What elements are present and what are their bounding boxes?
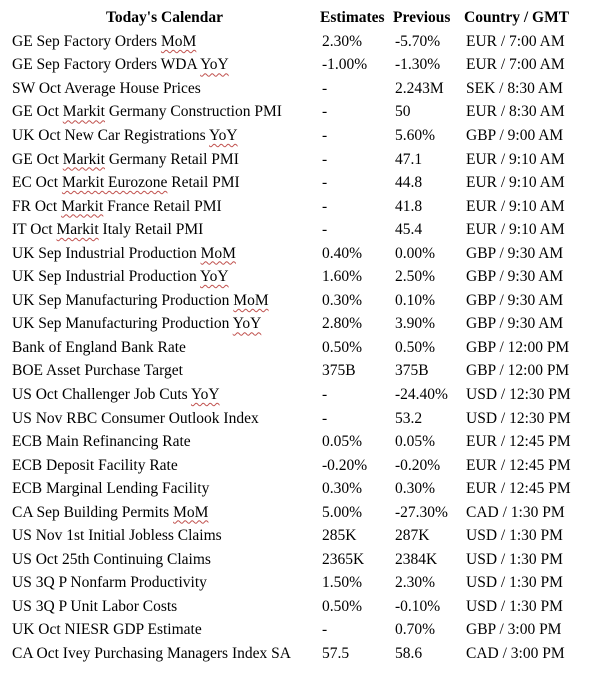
country-gmt-value: EUR / 9:10 AM (466, 197, 565, 215)
country-gmt-value: GBP / 9:00 AM (466, 126, 564, 144)
event-name-text: UK Sep Industrial Production (12, 244, 201, 262)
estimate-value: - (322, 79, 328, 97)
event-name-text: UK Oct NIESR GDP Estimate (12, 621, 202, 639)
country-gmt-value: USD / 1:30 PM (466, 527, 563, 545)
event-name-text: GE Sep Factory Orders (12, 32, 161, 50)
header-country-gmt: Country / GMT (464, 9, 570, 26)
event-name-text: US 3Q P Unit Labor Costs (12, 597, 178, 615)
estimate-value: - (322, 221, 328, 239)
table-row (9, 548, 589, 572)
country-gmt-value: GBP / 3:00 PM (466, 621, 562, 639)
estimate-value: 0.40% (322, 244, 363, 262)
estimate-value: 1.50% (322, 574, 363, 592)
country-gmt-value: GBP / 9:30 AM (466, 244, 564, 262)
event-name (9, 54, 320, 78)
table-body (9, 30, 589, 666)
estimate-value: - (322, 385, 328, 403)
event-name-text: US Oct 25th Continuing Claims (12, 550, 211, 568)
table-row (9, 642, 589, 666)
event-name (9, 595, 320, 619)
country-gmt-value: GBP / 9:30 AM (466, 315, 564, 333)
event-name-text: CA Sep Building Permits (12, 503, 174, 521)
estimate-value: 0.05% (322, 433, 363, 451)
event-name (9, 77, 320, 101)
table-row (9, 430, 589, 454)
event-name (9, 265, 320, 289)
table-row (9, 101, 589, 125)
event-name-text: ECB Main Refinancing Rate (12, 433, 191, 451)
table-row (9, 171, 589, 195)
country-gmt-value: USD / 12:30 PM (466, 409, 571, 427)
event-name-text: GE Sep Factory Orders WDA (12, 56, 201, 74)
header-previous: Previous (393, 9, 451, 26)
table-row (9, 407, 589, 431)
header-row (9, 6, 589, 30)
spellcheck-flagged-word: Markit (62, 150, 105, 168)
previous-value: 50 (395, 103, 411, 121)
estimate-value: 0.30% (322, 480, 363, 498)
event-name (9, 524, 320, 548)
table-row (9, 148, 589, 172)
event-name (9, 454, 320, 478)
table-row (9, 477, 589, 501)
table-row (9, 195, 589, 219)
country-gmt-value: CAD / 1:30 PM (466, 503, 565, 521)
table-row (9, 595, 589, 619)
table-row (9, 218, 589, 242)
event-name (9, 124, 320, 148)
table-row (9, 383, 589, 407)
event-name-text: UK Oct New Car Registrations (12, 126, 210, 144)
country-gmt-value: EUR / 12:45 PM (466, 456, 571, 474)
table-row (9, 77, 589, 101)
country-gmt-value: SEK / 8:30 AM (466, 79, 563, 97)
event-name-text: GE Oct (12, 103, 63, 121)
spellcheck-flagged-word: YoY (232, 315, 262, 333)
event-name-text: US 3Q P Nonfarm Productivity (12, 574, 207, 592)
header-estimates: Estimates (320, 9, 385, 26)
estimate-value: -1.00% (322, 56, 368, 74)
country-gmt-value: GBP / 9:30 AM (466, 291, 564, 309)
event-name (9, 218, 320, 242)
event-name-text: Germany Construction PMI (104, 103, 282, 121)
event-name-text: CA Oct Ivey Purchasing Managers Index SA (12, 644, 291, 662)
event-name-text: France Retail PMI (103, 197, 222, 215)
event-name-text: EC Oct (12, 174, 62, 192)
spellcheck-flagged-word: YoY (200, 268, 229, 286)
event-name (9, 383, 320, 407)
estimate-value: - (322, 103, 328, 121)
previous-value: -0.10% (395, 597, 441, 615)
spellcheck-flagged-word: Markit (61, 197, 104, 215)
event-name-text: Bank of England Bank Rate (12, 338, 186, 356)
estimate-value: -0.20% (322, 456, 368, 474)
event-name (9, 289, 320, 313)
event-name-text: Germany Retail PMI (104, 150, 239, 168)
table-row (9, 54, 589, 78)
estimate-value: 1.60% (322, 268, 363, 286)
event-name (9, 195, 320, 219)
spellcheck-flagged-word: MoM (160, 32, 197, 50)
table-row (9, 289, 589, 313)
previous-value: 0.50% (395, 338, 436, 356)
previous-value: 287K (395, 527, 430, 545)
event-name (9, 619, 320, 643)
spellcheck-flagged-word: YoY (190, 385, 220, 403)
previous-value: 0.70% (395, 621, 436, 639)
country-gmt-value: EUR / 7:00 AM (466, 32, 565, 50)
country-gmt-value: EUR / 9:10 AM (466, 174, 565, 192)
table-row (9, 360, 589, 384)
previous-value: 2.30% (395, 574, 436, 592)
economic-calendar-table (9, 6, 589, 666)
event-name-text: ECB Marginal Lending Facility (12, 480, 210, 498)
country-gmt-value: GBP / 9:30 AM (466, 268, 564, 286)
event-name (9, 572, 320, 596)
previous-value: 45.4 (395, 221, 423, 239)
event-name (9, 313, 320, 337)
event-name (9, 101, 320, 125)
event-name (9, 171, 320, 195)
estimate-value: 0.30% (322, 291, 363, 309)
previous-value: -0.20% (395, 456, 441, 474)
country-gmt-value: USD / 12:30 PM (466, 385, 571, 403)
event-name-text: UK Sep Manufacturing Production (12, 315, 233, 333)
country-gmt-value: EUR / 9:10 AM (466, 221, 565, 239)
estimate-value: 0.50% (322, 597, 363, 615)
spellcheck-flagged-word: Markit Eurozone (61, 174, 168, 192)
previous-value: -1.30% (395, 56, 441, 74)
estimate-value: - (322, 150, 328, 168)
event-name-text: UK Sep Industrial Production (12, 268, 200, 286)
event-name-text: US Nov 1st Initial Jobless Claims (12, 527, 222, 545)
event-name-text: Italy Retail PMI (98, 221, 204, 239)
previous-value: 53.2 (395, 409, 423, 427)
previous-value: -27.30% (395, 503, 448, 521)
event-name-text: SW Oct Average House Prices (12, 79, 201, 97)
previous-value: 2384K (395, 550, 438, 568)
spellcheck-flagged-word: YoY (209, 126, 238, 144)
previous-value: 47.1 (395, 150, 423, 168)
estimate-value: 0.50% (322, 338, 363, 356)
event-name-text: ECB Deposit Facility Rate (12, 456, 178, 474)
event-name (9, 501, 320, 525)
previous-value: 41.8 (395, 197, 423, 215)
event-name (9, 430, 320, 454)
spellcheck-flagged-word: Markit (56, 221, 99, 239)
previous-value: 44.8 (395, 174, 423, 192)
previous-value: 0.00% (395, 244, 436, 262)
table-row (9, 124, 589, 148)
table-row (9, 619, 589, 643)
country-gmt-value: USD / 1:30 PM (466, 597, 563, 615)
estimate-value: - (322, 126, 328, 144)
previous-value: 2.50% (395, 268, 436, 286)
event-name (9, 242, 320, 266)
table-row (9, 313, 589, 337)
estimate-value: 2365K (322, 550, 365, 568)
country-gmt-value: GBP / 12:00 PM (466, 338, 570, 356)
header-todays-calendar: Today's Calendar (106, 9, 223, 26)
estimate-value: 5.00% (322, 503, 363, 521)
previous-value: -5.70% (395, 32, 441, 50)
spellcheck-flagged-word: MoM (173, 503, 209, 521)
estimate-value: - (322, 621, 328, 639)
estimate-value: - (322, 197, 328, 215)
estimate-value: - (322, 174, 328, 192)
table-row (9, 242, 589, 266)
country-gmt-value: EUR / 9:10 AM (466, 150, 565, 168)
previous-value: 0.10% (395, 291, 436, 309)
event-name (9, 336, 320, 360)
event-name-text: Retail PMI (167, 174, 240, 192)
event-name-text: US Nov RBC Consumer Outlook Index (12, 409, 259, 427)
estimate-value: - (322, 409, 328, 427)
spellcheck-flagged-word: MoM (200, 244, 236, 262)
table-row (9, 572, 589, 596)
country-gmt-value: EUR / 8:30 AM (466, 103, 565, 121)
previous-value: 3.90% (395, 315, 436, 333)
table-header (9, 6, 589, 30)
country-gmt-value: USD / 1:30 PM (466, 574, 563, 592)
country-gmt-value: EUR / 12:45 PM (466, 480, 571, 498)
previous-value: 5.60% (395, 126, 436, 144)
country-gmt-value: CAD / 3:00 PM (466, 644, 565, 662)
estimate-value: 285K (322, 527, 357, 545)
previous-value: 2.243M (395, 79, 444, 97)
event-name-text: BOE Asset Purchase Target (12, 362, 183, 380)
table-row (9, 265, 589, 289)
spellcheck-flagged-word: Markit (62, 103, 105, 121)
event-name-text: UK Sep Manufacturing Production (12, 291, 234, 309)
table-row (9, 524, 589, 548)
estimate-value: 2.80% (322, 315, 363, 333)
previous-value: 375B (395, 362, 429, 380)
table-row (9, 454, 589, 478)
country-gmt-value: GBP / 12:00 PM (466, 362, 570, 380)
table-row (9, 501, 589, 525)
table-row (9, 30, 589, 54)
table-row (9, 336, 589, 360)
country-gmt-value: USD / 1:30 PM (466, 550, 563, 568)
event-name-text: IT Oct (12, 221, 57, 239)
previous-value: 58.6 (395, 644, 423, 662)
estimate-value: 375B (322, 362, 356, 380)
event-name (9, 148, 320, 172)
estimate-value: 57.5 (322, 644, 350, 662)
event-name (9, 548, 320, 572)
event-name (9, 477, 320, 501)
previous-value: 0.05% (395, 433, 436, 451)
spellcheck-flagged-word: YoY (200, 56, 229, 74)
estimate-value: 2.30% (322, 32, 363, 50)
previous-value: 0.30% (395, 480, 436, 498)
event-name (9, 360, 320, 384)
country-gmt-value: EUR / 7:00 AM (466, 56, 565, 74)
spellcheck-flagged-word: MoM (233, 291, 269, 309)
event-name-text: FR Oct (12, 197, 62, 215)
country-gmt-value: EUR / 12:45 PM (466, 433, 571, 451)
event-name (9, 30, 320, 54)
event-name-text: GE Oct (12, 150, 63, 168)
event-name (9, 642, 320, 666)
event-name (9, 407, 320, 431)
event-name-text: US Oct Challenger Job Cuts (12, 385, 191, 403)
previous-value: -24.40% (395, 385, 448, 403)
